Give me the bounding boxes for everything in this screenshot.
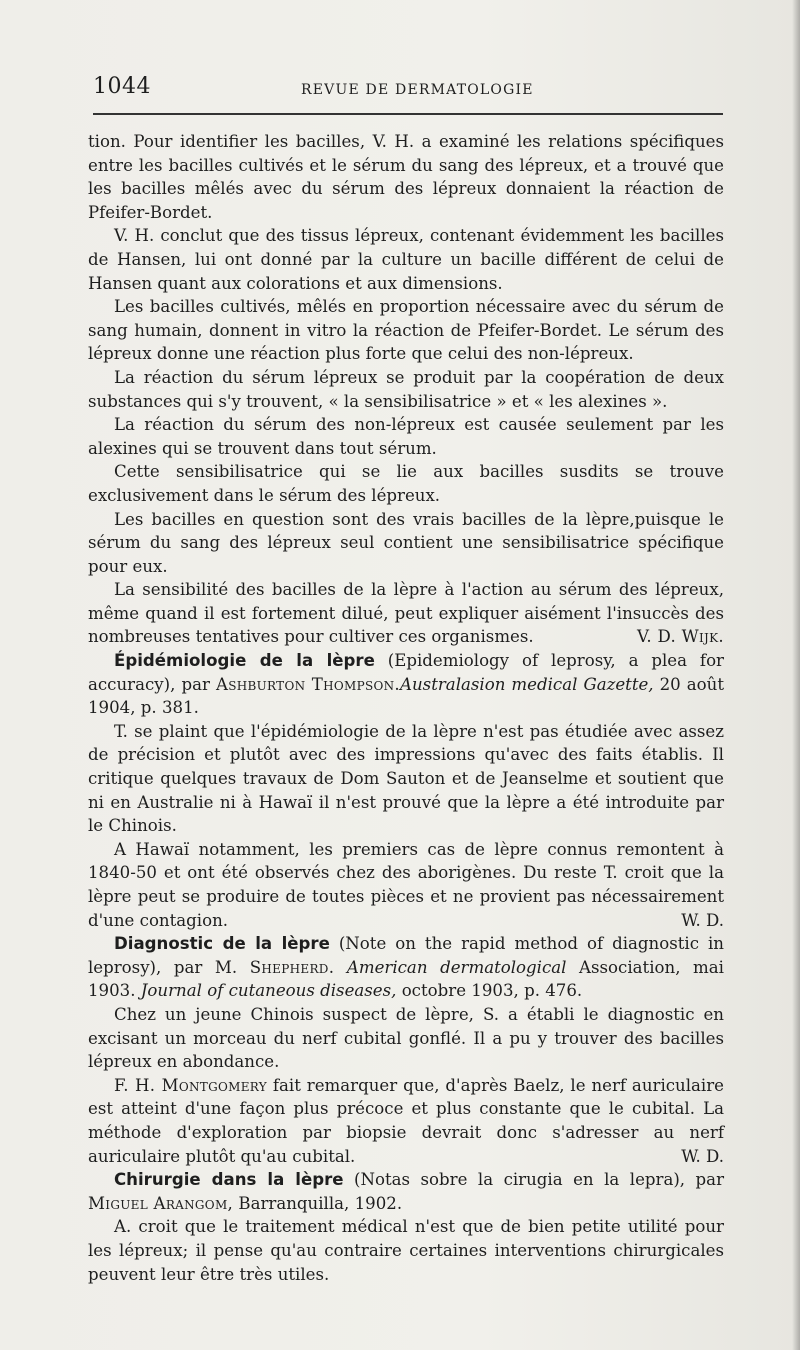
running-title: REVUE DE DERMATOLOGIE [301, 82, 534, 98]
paragraph: La réaction du sérum lépreux se produit par la coopération de deux substances qui s'y trouvent, « la sensibilisatrice » et « les alexines ». [88, 367, 724, 411]
citation-text: 20 août 1904, p. 381. [88, 674, 725, 718]
paragraph: tion. Pour identifier les bacilles, V. H. a examiné les relations spécifiques entre les bacilles cultivés et le sérum du sang des lépreux, et a trouvé que les bacilles mêlés avec du sérum des lépreux donnaient la réaction de Pfeifer-Bordet. [88, 132, 724, 222]
citation-author: Ashburton Thompson. [215, 674, 401, 694]
article-title: Diagnostic de la lèpre [114, 934, 330, 954]
citation-text: (Note on the rapid method of diagnostic in leprosy), par M. [88, 934, 724, 977]
paragraph [88, 508, 724, 579]
paragraph [88, 1074, 724, 1168]
article-heading [88, 932, 724, 1003]
paragraph-text: La sensibilité des bacilles de la lèpre à l'action au sérum des lépreux, même quand il est fortement dilué, peut expliquer aisément l'insuccès des nombreuses tentatives pour cultiver ces organismes. [88, 580, 724, 647]
paragraph: T. se plaint que l'épidémiologie de la lèpre n'est pas étudiée avec assez de précision et plutôt avec des impressions qu'avec des faits établis. Il critique quelques travaux de Dom Sauton et de Jeanselme et soutient que ni en Australie ni à Hawaï il n'est prouvé que la lèpre a été introduite par le Chinois. [88, 721, 724, 836]
citation-journal: American dermatological [346, 957, 567, 977]
citation-text: Barranquilla, 1902. [233, 1193, 403, 1213]
paragraph-text: fait remarquer que, d'après Baelz, le nerf auriculaire est atteint d'une façon plus précoce et plus constante que le cubital. La méthode d'exploration par biopsie devrait donc s'adresser au nerf auriculaire plutôt qu'au cubital. [88, 1075, 724, 1166]
signature: W. D. [681, 1146, 724, 1166]
header-rule [93, 113, 723, 115]
paragraph: Les bacilles cultivés, mêlés en proportion nécessaire avec du sérum de sang humain, donnent in vitro la réaction de Pfeifer-Bordet. Le sérum des lépreux donne une réaction plus forte que celui des non-lépreux. [88, 297, 724, 364]
paragraph-author: F. H. Montgomery [114, 1075, 267, 1095]
citation-journal: Journal of cutaneous diseases, [140, 981, 397, 1001]
citation-text: octobre 1903, p. 476. [396, 981, 583, 1001]
citation-author: Shepherd. [249, 957, 335, 977]
citation-journal: Australasion medical Gazette, [400, 674, 654, 694]
paragraph [88, 838, 724, 932]
paragraph: Cette sensibilisatrice qui se lie aux bacilles susdits se trouve exclusivement dans le sérum des lépreux. [88, 462, 724, 505]
paragraph-text: Les bacilles en question sont des vrais bacilles de la lèpre,puisque le sérum du sang des lépreux seul contient une sensibilisatrice spécifique pour eux. [88, 509, 724, 576]
paragraph-text: A Hawaï notamment, les premiers cas de lèpre connus remontent à 1840-50 et ont été observés chez des aborigènes. Du reste T. croit que la lèpre peut se produire de toutes pièces et ne provient pas nécessairement d'une contagion. [88, 839, 724, 930]
signature: V. D. Wijk. [636, 627, 724, 647]
paragraph: La réaction du sérum des non-lépreux est causée seulement par les alexines qui se trouvent dans tout sérum. [88, 415, 724, 458]
citation-text: Association, mai 1903. [88, 957, 724, 1001]
article-body [88, 130, 724, 1286]
article-heading [88, 1168, 724, 1215]
citation-text: (Epidemiology of leprosy, a plea for accuracy), par [88, 651, 724, 694]
paragraph: V. H. conclut que des tissus lépreux, contenant évidemment les bacilles de Hansen, lui ont donné par la culture un bacille différent de celui de Hansen quant aux colorations et aux dimensions. [88, 226, 724, 293]
paragraph [88, 578, 724, 649]
paragraph: Chez un jeune Chinois suspect de lèpre, S. a établi le diagnostic en excisant un morceau du nerf cubital gonflé. Il a pu y trouver des bacilles lépreux en abondance. [88, 1004, 724, 1072]
citation-author: Miguel Arangom, [88, 1193, 234, 1213]
article-heading [88, 649, 724, 720]
article-title: Chirurgie dans la lèpre [114, 1170, 344, 1190]
page-number: 1044 [93, 74, 151, 99]
citation-text: (Notas sobre la cirugia en la lepra), par [343, 1170, 725, 1190]
page-header [93, 72, 723, 106]
page-edge-shadow [792, 0, 800, 1350]
paragraph: A. croit que le traitement médical n'est que de bien petite utilité pour les lépreux; il pense qu'au contraire certaines interventions chirurgicales peuvent leur être très utiles. [88, 1217, 724, 1284]
signature: W. D. [681, 910, 724, 930]
article-title: Épidémiologie de la lèpre [114, 651, 375, 671]
